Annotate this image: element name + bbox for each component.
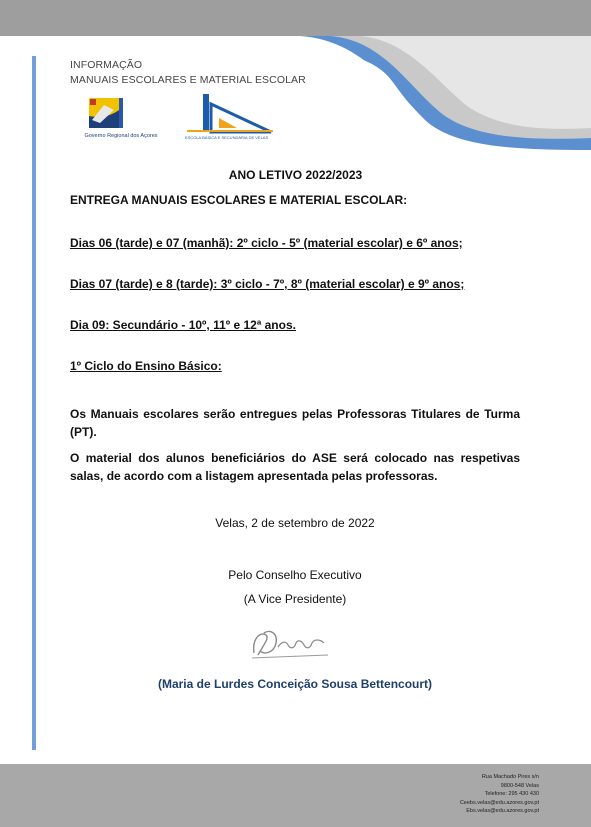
azores-flag-icon bbox=[76, 96, 166, 132]
first-cycle-heading: 1º Ciclo do Ensino Básico: bbox=[70, 359, 222, 373]
school-logo-caption: ESCOLA BÁSICA E SECUNDÁRIA DE VELAS bbox=[185, 135, 269, 140]
footer-email-2: Ebs.velas@edu.azores.gov.pt bbox=[466, 808, 539, 814]
header-info-line1: INFORMAÇÃO bbox=[70, 59, 143, 71]
azores-logo-caption: Governo Regional dos Açores bbox=[84, 133, 158, 139]
school-logo bbox=[185, 94, 275, 144]
school-year-title: ANO LETIVO 2022/2023 bbox=[228, 168, 363, 182]
council-line: Pelo Conselho Executivo bbox=[228, 568, 362, 582]
footer-street: Rua Machado Pires s/n bbox=[481, 774, 539, 780]
ase-material-paragraph: O material dos alunos beneficiários do ASE será colocado nas respetivas salas, de acordo com a listagem apresentada pelas professoras. bbox=[70, 451, 520, 483]
date-line: Velas, 2 de setembro de 2022 bbox=[215, 516, 375, 530]
footer-postcode: 9800-548 Velas bbox=[500, 782, 539, 789]
header-info bbox=[70, 58, 306, 88]
footer-phone: Telefone: 295 430 430 bbox=[484, 791, 539, 797]
footer-address bbox=[460, 773, 539, 816]
left-accent-rule bbox=[32, 56, 36, 750]
header-info-line2: MANUAIS ESCOLARES E MATERIAL ESCOLAR bbox=[70, 74, 306, 86]
azores-government-logo bbox=[76, 96, 166, 144]
manuals-paragraph: Os Manuais escolares serão entregues pelas Professoras Titulares de Turma (PT). bbox=[70, 407, 520, 439]
footer-email-1: Ceebs.velas@edu.azores.gov.pt bbox=[459, 799, 539, 806]
school-emblem-icon bbox=[185, 94, 275, 134]
signer-name: (Maria de Lurdes Conceição Sousa Bettencourt) bbox=[157, 677, 433, 691]
handwritten-signature bbox=[248, 625, 338, 661]
delivery-subtitle: ENTREGA MANUAIS ESCOLARES E MATERIAL ESCOLAR: bbox=[70, 193, 408, 207]
schedule-item-secondary: Dia 09: Secundário - 10º, 11º e 12ª anos. bbox=[70, 318, 296, 332]
role-line: (A Vice Presidente) bbox=[243, 592, 347, 606]
schedule-item-2nd-cycle: Dias 06 (tarde) e 07 (manhã): 2º ciclo - 5º (material escolar) e 6º anos; bbox=[70, 236, 463, 250]
schedule-item-3rd-cycle: Dias 07 (tarde) e 8 (tarde): 3º ciclo - 7º, 8º (material escolar) e 9º anos; bbox=[70, 277, 465, 291]
